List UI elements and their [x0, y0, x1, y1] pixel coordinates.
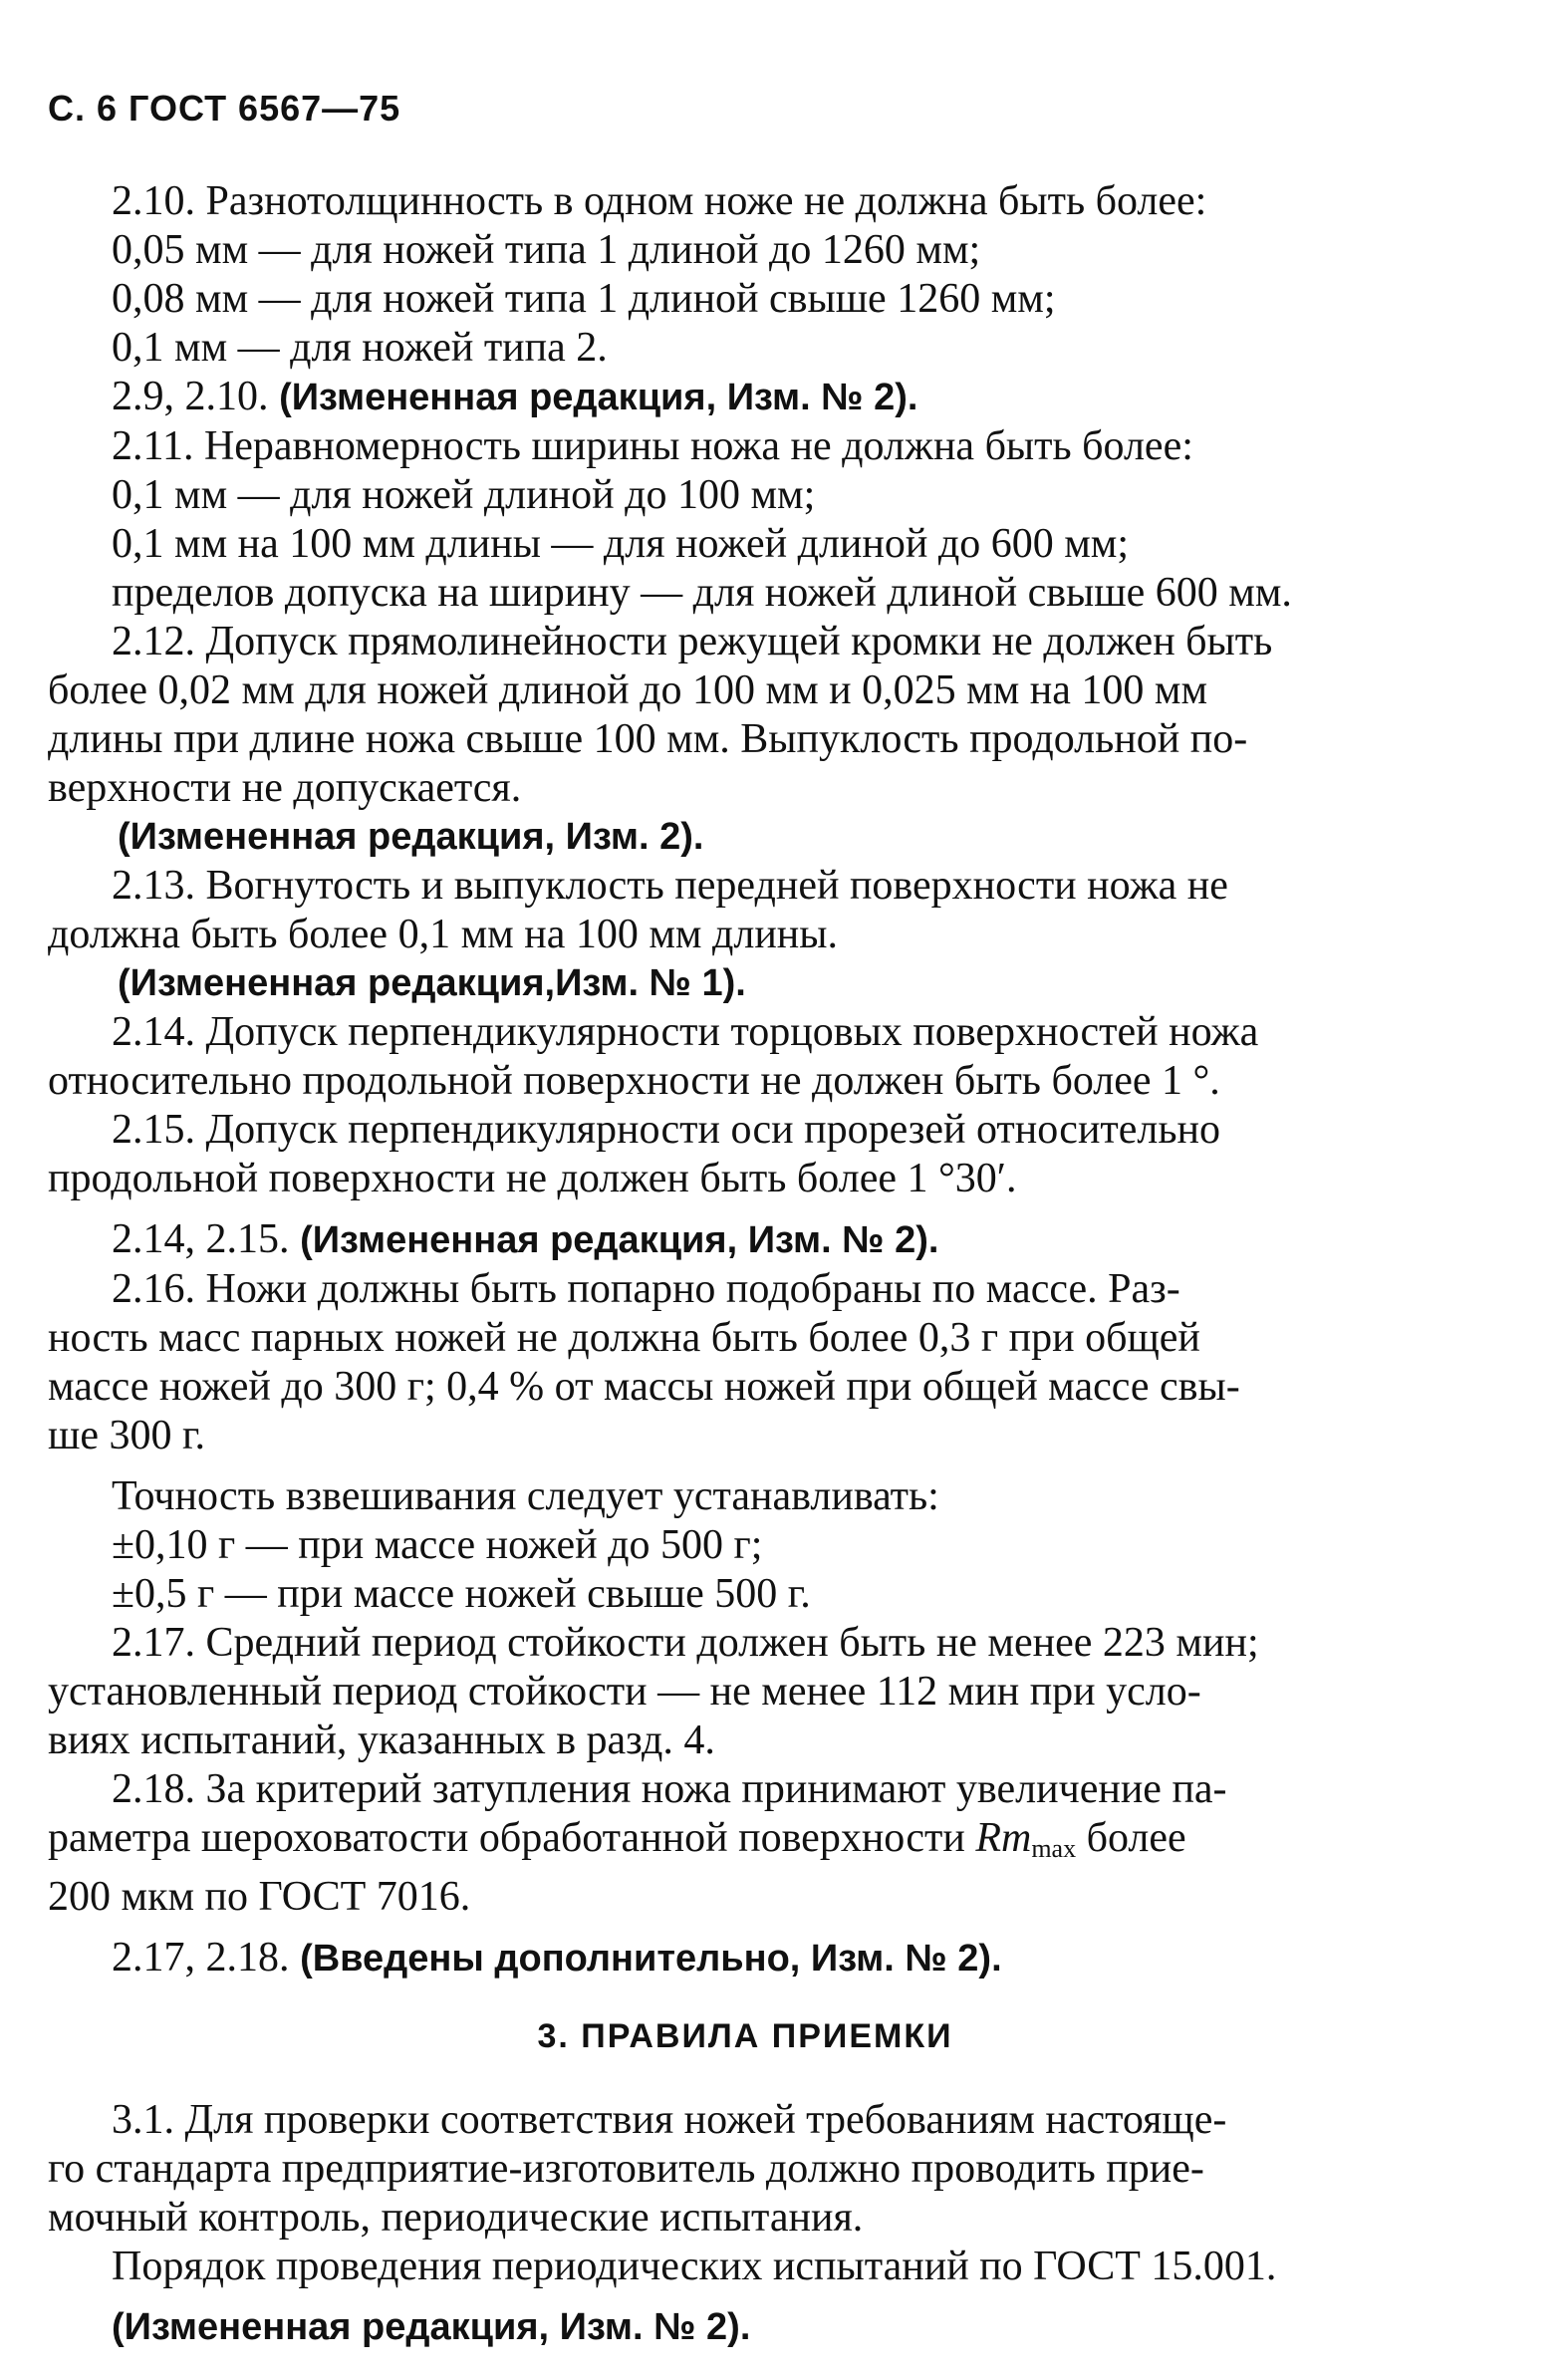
text-line: 2.14. Допуск перпендикулярности торцовых поверхностей ножа — [112, 1009, 1259, 1055]
text-line — [48, 1814, 1442, 1873]
text-line: длины при длине ножа свыше 100 мм. Выпуклость продольной по- — [48, 716, 1248, 762]
text-line: ±0,10 г — при массе ножей до 500 г; — [112, 1522, 763, 1568]
paragraph-2-17 — [48, 1619, 1442, 1765]
text-line: 2.17. Средний период стойкости должен быть не менее 223 мин; — [112, 1620, 1259, 1666]
note-number: 2.17, 2.18. — [112, 1935, 290, 1981]
paragraph-2-12 — [48, 618, 1442, 813]
text-line: более 0,02 мм для ножей длиной до 100 мм и 0,025 мм на 100 мм — [48, 667, 1208, 713]
amendment-note: (Измененная редакция, Изм. 2). — [118, 816, 704, 858]
text-line: 3.1. Для проверки соответствия ножей требованиям настояще- — [112, 2097, 1227, 2143]
note-text: (Измененная редакция, Изм. № 2). — [300, 1219, 939, 1261]
text-line: верхности не допускается. — [48, 765, 522, 811]
paragraph-3-1 — [48, 2096, 1442, 2291]
text-line: Порядок проведения периодических испытаний по ГОСТ 15.001. — [112, 2244, 1277, 2289]
text-line: 200 мкм по ГОСТ 7016. — [48, 1874, 471, 1920]
text-line: мочный контроль, периодические испытания. — [48, 2195, 864, 2241]
text-line: 2.11. Неравномерность ширины ножа не должна быть более: — [112, 423, 1193, 469]
text-line: продольной поверхности не должен быть более 1 °30′. — [48, 1156, 1017, 1201]
text-line: 0,1 мм — для ножей длиной до 100 мм; — [112, 472, 816, 518]
text-line: го стандарта предприятие-изготовитель должно проводить прие- — [48, 2146, 1204, 2192]
section-title: 3. ПРАВИЛА ПРИЕМКИ — [537, 2017, 953, 2055]
paragraph-2-14 — [48, 1008, 1442, 1106]
note-number: 2.9, 2.10. — [112, 374, 269, 419]
note-text: (Введены дополнительно, Изм. № 2). — [300, 1938, 1002, 1980]
text-line: 0,1 мм — для ножей типа 2. — [112, 325, 608, 371]
text-line: 0,05 мм — для ножей типа 1 длиной до 1260 мм; — [112, 227, 981, 273]
document-page — [48, 88, 1442, 2352]
paragraph-2-18 — [48, 1765, 1442, 1922]
text-line: 2.10. Разнотолщинность в одном ноже не должна быть более: — [112, 178, 1207, 224]
text-line: 2.12. Допуск прямолинейности режущей кромки не должен быть — [112, 619, 1273, 664]
weighing-accuracy — [48, 1472, 1442, 1619]
text-line: должна быть более 0,1 мм на 100 мм длины. — [48, 912, 838, 957]
text-line: 2.18. За критерий затупления ножа принимают увеличение па- — [112, 1766, 1227, 1812]
roughness-symbol: Rm — [975, 1815, 1032, 1861]
paragraph-2-15 — [48, 1106, 1442, 1203]
text-line: относительно продольной поверхности не должен быть более 1 °. — [48, 1058, 1220, 1104]
roughness-subscript: max — [1031, 1834, 1077, 1863]
paragraph-2-13 — [48, 862, 1442, 959]
paragraph-2-16 — [48, 1265, 1442, 1460]
amendment-note: (Измененная редакция, Изм. № 2). — [112, 2306, 751, 2348]
text-line: 2.13. Вогнутость и выпуклость передней поверхности ножа не — [112, 863, 1228, 909]
amendment-note — [48, 1215, 1442, 1265]
text-line: установленный период стойкости — не менее 112 мин при усло- — [48, 1669, 1201, 1715]
amendment-note: (Измененная редакция,Изм. № 1). — [118, 962, 746, 1004]
text-fragment: более — [1076, 1815, 1186, 1861]
text-line: Точность взвешивания следует устанавливать: — [112, 1473, 939, 1519]
text-line: массе ножей до 300 г; 0,4 % от массы ножей при общей массе свы- — [48, 1364, 1240, 1410]
text-line: 0,08 мм — для ножей типа 1 длиной свыше 1260 мм; — [112, 276, 1056, 322]
text-line: 2.15. Допуск перпендикулярности оси прорезей относительно — [112, 1107, 1220, 1153]
text-line: пределов допуска на ширину — для ножей длиной свыше 600 мм. — [112, 570, 1292, 616]
note-number: 2.14, 2.15. — [112, 1216, 290, 1262]
paragraph-2-10 — [48, 177, 1442, 373]
text-line: 2.16. Ножи должны быть попарно подобраны по массе. Раз- — [112, 1266, 1180, 1312]
text-line: ность масс парных ножей не должна быть более 0,3 г при общей — [48, 1315, 1200, 1361]
amendment-note — [48, 1934, 1442, 1983]
text-line: ±0,5 г — при массе ножей свыше 500 г. — [112, 1571, 811, 1617]
paragraph-2-11 — [48, 422, 1442, 618]
text-line: 0,1 мм на 100 мм длины — для ножей длиной до 600 мм; — [112, 521, 1130, 567]
text-line: виях испытаний, указанных в разд. 4. — [48, 1718, 715, 1763]
text-fragment: раметра шероховатости обработанной поверхности — [48, 1815, 976, 1861]
page-header: С. 6 ГОСТ 6567—75 — [48, 88, 401, 129]
note-text: (Измененная редакция, Изм. № 2). — [279, 377, 918, 418]
amendment-note — [48, 373, 1442, 422]
text-line: ше 300 г. — [48, 1413, 205, 1458]
